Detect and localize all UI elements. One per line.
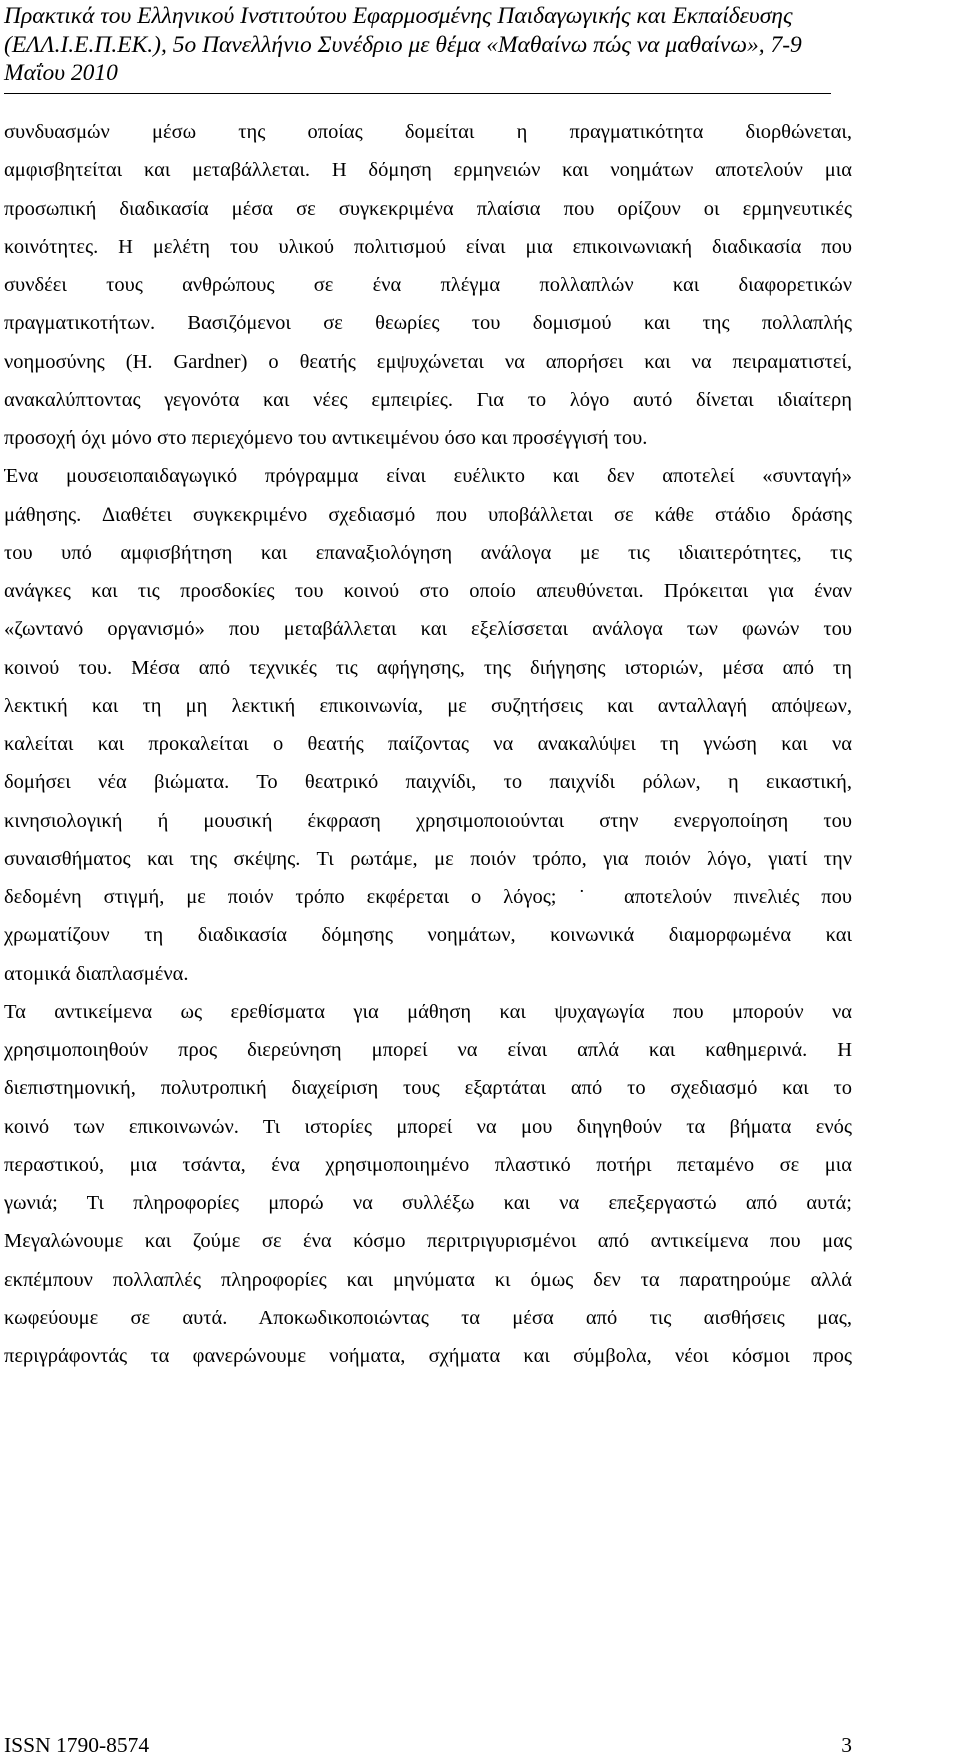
text-line: προσωπική διαδικασία μέσα σε συγκεκριμένα πλαίσια που ορίζουν οι ερμηνευτικές [4,197,852,220]
header-line-3: Μαΐου 2010 [4,60,118,86]
paragraph-2 [4,457,852,993]
text-line: προσοχή όχι μόνο στο περιεχόμενο του αντικειμένου όσο και προσέγγισή του. [4,427,648,449]
text-line: του υπό αμφισβήτηση και επαναξιολόγηση ανάλογα με τις ιδιαιτερότητες, τις [4,541,852,564]
header-line-1: Πρακτικά του Ελληνικού Ινστιτούτου Εφαρμοσμένης Παιδαγωγικής και Εκπαίδευσης [4,3,793,29]
text-line: διεπιστημονική, πολυτροπική διαχείριση τους εξαρτάται από το σχεδιασμό και το [4,1077,852,1100]
page-number: 3 [841,1733,852,1757]
text-line: αμφισβητείται και μεταβάλλεται. Η δόμηση ερμηνειών και νοημάτων αποτελούν μια [4,159,852,182]
text-line: ατομικά διαπλασμένα. [4,962,189,985]
header-line-2: (ΕΛΛ.Ι.Ε.Π.ΕΚ.), 5ο Πανελλήνιο Συνέδριο με θέμα «Μαθαίνω πώς να μαθαίνω», 7-9 [4,31,802,58]
text-line: περαστικού, μια τσάντα, ένα χρησιμοποιημένο πλαστικό ποτήρι πεταμένο σε μια [4,1153,852,1176]
text-line: κοινού του. Μέσα από τεχνικές τις αφήγησης, της διήγησης ιστοριών, μέσα από τη [4,656,852,679]
text-line: κοινό των επικοινωνών. Τι ιστορίες μπορεί να μου διηγηθούν τα βήματα ενός [4,1115,852,1138]
text-line: «ζωντανό οργανισμό» που μεταβάλλεται και εξελίσσεται ανάλογα των φωνών του [4,618,852,641]
text-line: συνδέει τους ανθρώπους σε ένα πλέγμα πολλαπλών και διαφορετικών [4,274,852,296]
text-line: συνδυασμών μέσω της οποίας δομείται η πραγματικότητα διορθώνεται, [4,121,852,143]
text-line: περιγράφοντάς τα φανερώνουμε νοήματα, σχήματα και σύμβολα, νέοι κόσμοι προς [4,1345,852,1367]
paragraph-3 [4,993,852,1376]
text-line: λεκτική και τη μη λεκτική επικοινωνία, με συζητήσεις και ανταλλαγή απόψεων, [4,694,852,717]
text-line: κινησιολογική ή μουσική έκφραση χρησιμοποιούνται στην ενεργοποίηση του [4,809,852,832]
body-text [4,113,852,1375]
text-line: καλείται και προκαλείται ο θεατής παίζοντας να ανακαλύψει τη γνώση και να [4,733,852,755]
text-line: εκπέμπουν πολλαπλές πληροφορίες και μηνύματα κι όμως δεν τα παρατηρούμε αλλά [4,1268,852,1291]
text-line: συναισθήματος και της σκέψης. Τι ρωτάμε, με ποιόν τρόπο, για ποιόν λόγο, γιατί την [4,847,852,870]
text-line: ανακαλύπτοντας γεγονότα και νέες εμπειρίες. Για το λόγο αυτό δίνεται ιδιαίτερη [4,388,852,411]
text-line: γωνιά; Τι πληροφορίες μπορώ να συλλέξω και να επεξεργαστώ από αυτά; [4,1192,852,1214]
text-line: νοημοσύνης (H. Gardner) ο θεατής εμψυχώνεται να απορήσει και να πειραματιστεί, [4,350,852,373]
text-line: κωφεύουμε σε αυτά. Αποκωδικοποιώντας τα μέσα από τις αισθήσεις μας, [4,1306,852,1329]
paragraph-1 [4,113,852,457]
issn-label: ISSN 1790-8574 [4,1733,150,1757]
text-line: πραγματικοτήτων. Βασιζόμενοι σε θεωρίες του δομισμού και της πολλαπλής [4,312,852,335]
text-line: ανάγκες και τις προσδοκίες του κοινού στο οποίο απευθύνεται. Πρόκειται για έναν [4,580,852,602]
page-header [4,2,834,88]
text-line: δομήσει νέα βιώματα. Το θεατρικό παιχνίδι, το παιχνίδι ρόλων, η εικαστική, [4,771,852,794]
text-line: Τα αντικείμενα ως ερεθίσματα για μάθηση και ψυχαγωγία που μπορούν να [4,1000,852,1023]
text-line: κοινότητες. Η μελέτη του υλικού πολιτισμού είναι μια επικοινωνιακή διαδικασία που [4,235,852,258]
text-line: δεδομένη στιγμή, με ποιόν τρόπο εκφέρεται ο λόγος; ˙ αποτελούν πινελιές που [4,886,852,908]
text-line: χρωματίζουν τη διαδικασία δόμησης νοημάτων, κοινωνικά διαμορφωμένα και [4,924,852,947]
text-line: χρησιμοποιηθούν προς διερεύνηση μπορεί να είναι απλά και καθημερινά. Η [4,1039,852,1061]
text-line: Ένα μουσειοπαιδαγωγικό πρόγραμμα είναι ευέλικτο και δεν αποτελεί «συνταγή» [4,465,852,488]
header-divider [4,93,831,94]
text-line: μάθησης. ∆ιαθέτει συγκεκριμένο σχεδιασμό που υποβάλλεται σε κάθε στάδιο δράσης [4,503,852,526]
text-line: Μεγαλώνουμε και ζούμε σε ένα κόσμο περιτριγυρισμένοι από αντικείμενα που μας [4,1230,852,1253]
